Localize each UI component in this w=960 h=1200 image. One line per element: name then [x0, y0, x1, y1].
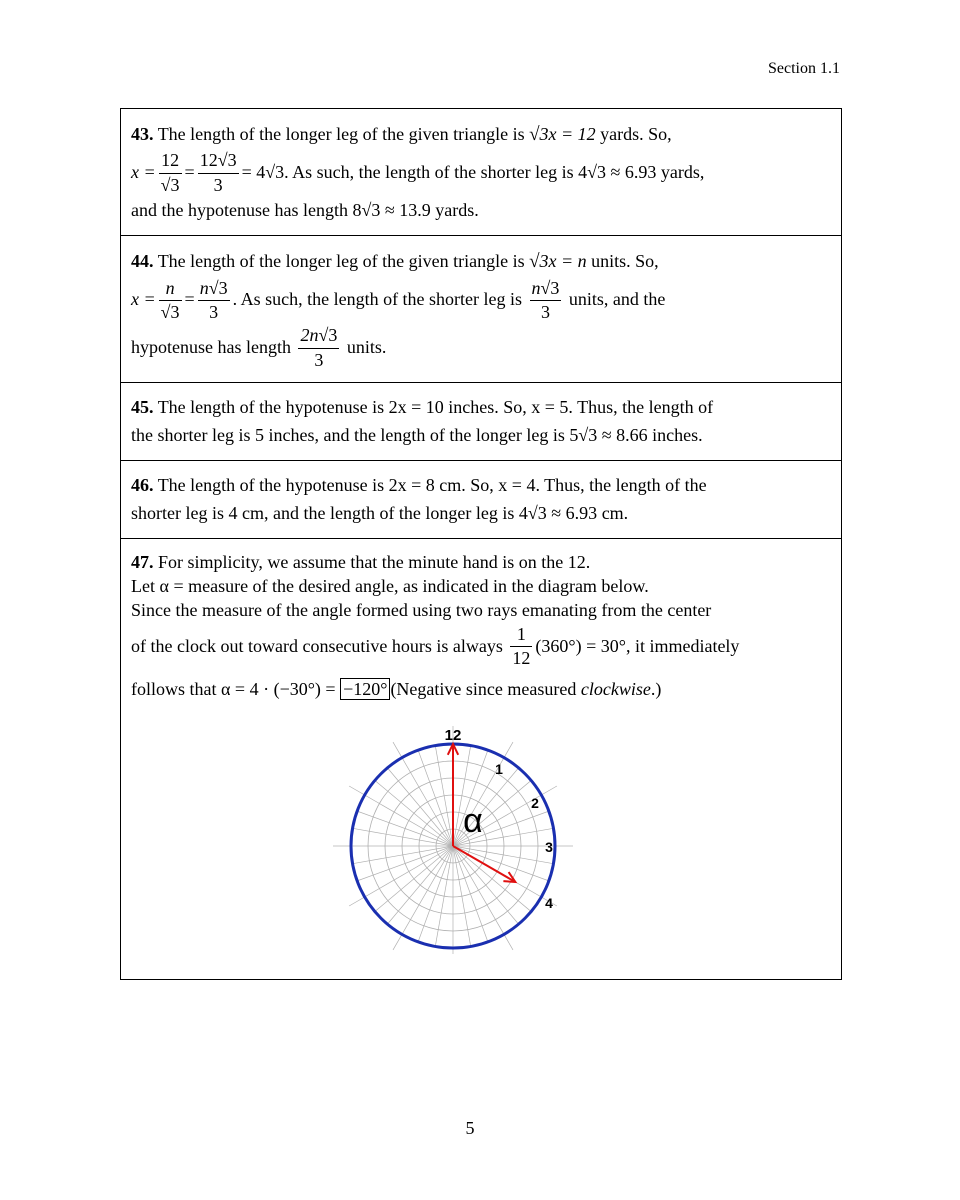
unit: yards,	[660, 162, 705, 183]
boxed-answer: −120°	[340, 678, 390, 700]
problem-text: and the hypotenuse has length	[131, 200, 348, 221]
radicand: 3	[275, 162, 285, 183]
problem-number: 45.	[131, 397, 154, 418]
fraction: $\frac{n√3}{3}$	[531, 277, 560, 322]
clock-label-1: 1	[495, 761, 503, 778]
radicand: 3	[588, 425, 598, 445]
coefficient: 5	[569, 425, 579, 445]
problem-number: 47.	[131, 551, 154, 572]
problem-text: (Negative since measured	[390, 679, 577, 700]
problem-text: shorter leg is 4 cm, and the length of the longer leg is	[131, 502, 515, 523]
problem-text: = measure of the desired angle, as indicated in the diagram below.	[173, 575, 649, 596]
equation: (360°) = 30°	[535, 635, 626, 656]
problem-text: , it immediately	[625, 635, 740, 656]
problem-text: units, and the	[568, 289, 666, 310]
clock-svg	[333, 722, 573, 954]
approximation: ≈ 6.93	[610, 162, 657, 183]
unit: inches.	[652, 425, 703, 445]
approximation: ≈ 6.93	[551, 502, 598, 523]
page-number: 5	[465, 1118, 475, 1138]
radicand: 3	[537, 502, 547, 523]
unit: cm.	[601, 502, 629, 523]
problem-text: . As such, the length of the shorter leg is	[284, 162, 574, 183]
equation-value: = 4	[241, 162, 266, 183]
emphasis-text: clockwise	[580, 679, 651, 700]
fraction: $\frac{12√3}{3}$	[199, 150, 237, 195]
clock-label-4: 4	[545, 895, 553, 912]
problem-45: 45. The length of the hypotenuse is 2x = 10 inches. So, x = 5. Thus, the length of the shorter leg is 5 inches, and the length of the longer leg is 5√3 ≈ 8.66 inches.	[121, 383, 841, 461]
unit: units.	[346, 337, 387, 358]
alpha-symbol: α	[159, 575, 169, 596]
problem-text: the shorter leg is 5 inches, and the length of the longer leg is	[131, 425, 565, 445]
sqrt-expression: √3x = n	[529, 251, 587, 273]
equals-sign: =	[184, 162, 195, 183]
problem-text: The length of the hypotenuse is 2x = 8 cm. So, x = 4. Thus, the length of the	[157, 474, 707, 495]
approximation: ≈ 8.66	[601, 425, 648, 445]
problem-text: .)	[650, 679, 662, 700]
clock-label-2: 2	[531, 795, 539, 812]
problem-number: 44.	[131, 251, 154, 272]
equation-lhs: x =	[131, 162, 156, 183]
unit: yards.	[435, 200, 479, 221]
clock-label-3: 3	[545, 839, 553, 856]
problem-text: follows that	[131, 679, 217, 700]
problem-number: 43.	[131, 124, 154, 144]
problems-table	[120, 108, 842, 980]
problem-text: Let	[131, 575, 155, 596]
problem-47	[121, 539, 841, 979]
problem-44	[121, 236, 841, 383]
section-header: Section 1.1	[768, 60, 840, 77]
sqrt-expression: √3x = 12	[529, 124, 596, 145]
fraction: $\frac{n}{√3}$	[160, 277, 180, 322]
clock-alpha-label: α	[463, 802, 483, 841]
fraction: $\frac{12}{√3}$	[160, 150, 180, 195]
equals-sign: =	[184, 289, 195, 310]
problem-text: For simplicity, we assume that the minute hand is on the 12.	[158, 551, 591, 572]
clock-diagram	[131, 722, 831, 963]
problem-text: of the clock out toward consecutive hours is always	[131, 635, 503, 656]
fraction: $\frac{2n√3}{3}$	[300, 325, 338, 370]
coefficient: 8	[352, 200, 362, 221]
equation-lhs: x =	[131, 289, 156, 310]
clock-label-12: 12	[444, 727, 462, 745]
coefficient: 4	[578, 162, 588, 183]
problem-46: 46. The length of the hypotenuse is 2x = 8 cm. So, x = 4. Thus, the length of the shorter leg is 4 cm, and the length of the longer leg is 4√3 ≈ 6.93 cm.	[121, 461, 841, 539]
problem-number: 46.	[131, 474, 154, 495]
problem-text: units. So,	[591, 251, 659, 272]
approximation: ≈ 13.9	[384, 200, 431, 221]
problem-text: . As such, the length of the shorter leg is	[232, 289, 523, 310]
problem-text: Since the measure of the angle formed using two rays emanating from the center	[131, 600, 712, 621]
problem-43: 43. The length of the longer leg of the given triangle is √3x = 12 yards. So, x = $\frac{12}{√3}$ = $\frac{12√3}{3}$ = 4 √ 3 . As such, the length of the shorter leg is 4 √3 ≈ 6.93 yards, and the hypotenuse has length 8√3 ≈ 13.9 yards.	[121, 109, 841, 236]
equation: α = 4 · (−30°) =	[221, 679, 336, 700]
coefficient: 4	[518, 502, 528, 523]
problem-text: yards. So,	[600, 124, 672, 144]
fraction: $\frac{n√3}{3}$	[199, 277, 228, 322]
fraction: $\frac{1}{12}$	[512, 623, 531, 668]
problem-text: The length of the longer leg of the given triangle is	[157, 124, 525, 144]
problem-text: The length of the longer leg of the given triangle is	[157, 251, 525, 272]
problem-text: hypotenuse has length	[131, 337, 291, 358]
problem-text: The length of the hypotenuse is 2x = 10 inches. So, x = 5. Thus, the length of	[157, 397, 714, 418]
